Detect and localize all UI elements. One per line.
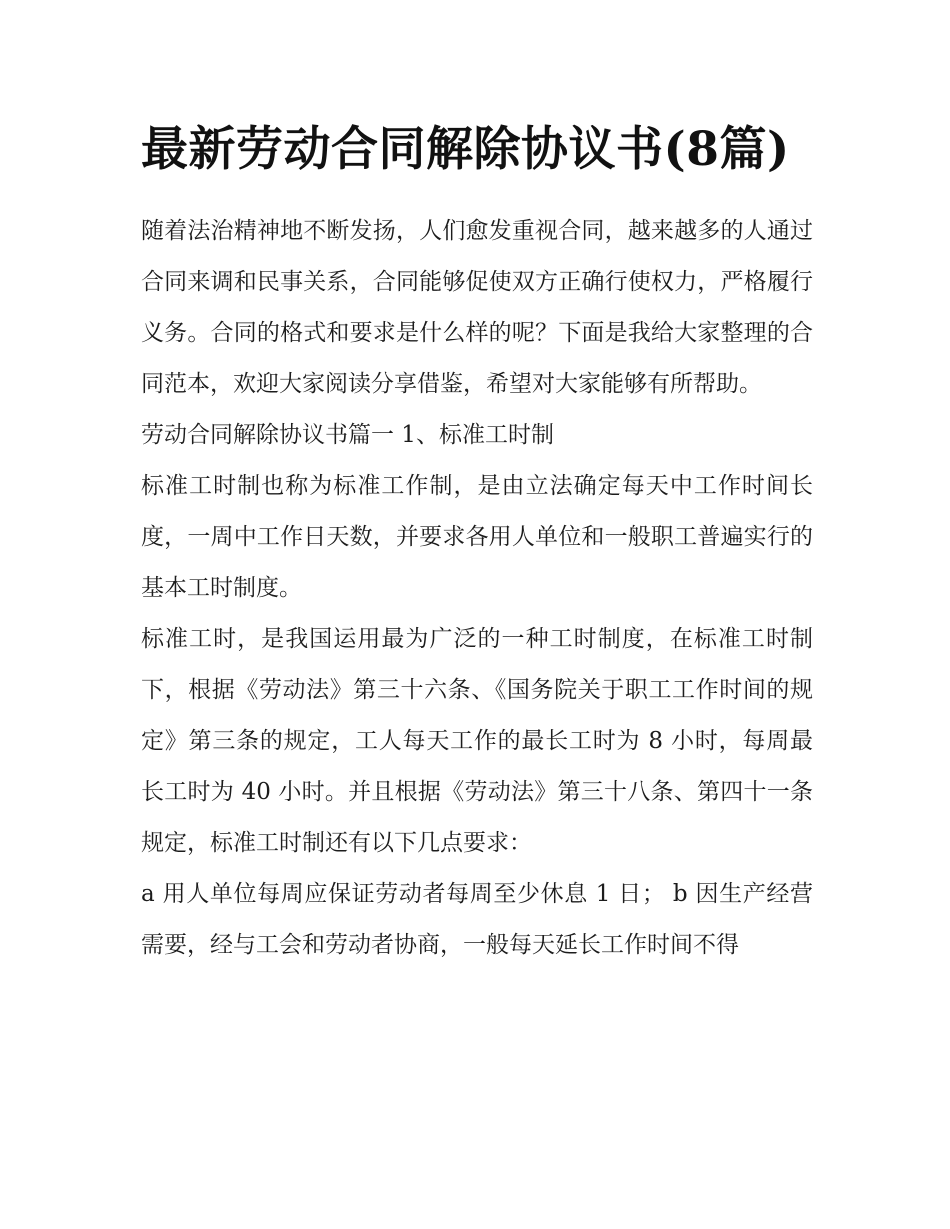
body-paragraph: 标准工时，是我国运用最为广泛的一种工时制度，在标准工时制下，根据《劳动法》第三十六条、《国务院关于职工工作时间的规定》第三条的规定，工人每天工作的最长工时为 8 小时，每周最长工时为 40 小时。并且根据《劳动法》第三十八条、第四十一条规定，标准工时制还有以下几点要求： [141, 626, 813, 856]
section-heading: 劳动合同解除协议书篇一 1、标准工时制 [141, 422, 554, 448]
body-paragraph: a 用人单位每周应保证劳动者每周至少休息 1 日； b 因生产经营需要，经与工会和劳动者协商，一般每天延长工作时间不得 [141, 881, 813, 958]
document-title: 最新劳动合同解除协议书(8篇) [141, 122, 790, 177]
document-content [141, 112, 813, 971]
body-paragraph: 标准工时制也称为标准工作制，是由立法确定每天中工作时间长度，一周中工作日天数，并要求各用人单位和一般职工普遍实行的基本工时制度。 [141, 473, 813, 601]
intro-paragraph: 随着法治精神地不断发扬，人们愈发重视合同，越来越多的人通过合同来调和民事关系，合同能够促使双方正确行使权力，严格履行义务。合同的格式和要求是什么样的呢？下面是我给大家整理的合同范本，欢迎大家阅读分享借鉴，希望对大家能够有所帮助。 [141, 218, 813, 397]
